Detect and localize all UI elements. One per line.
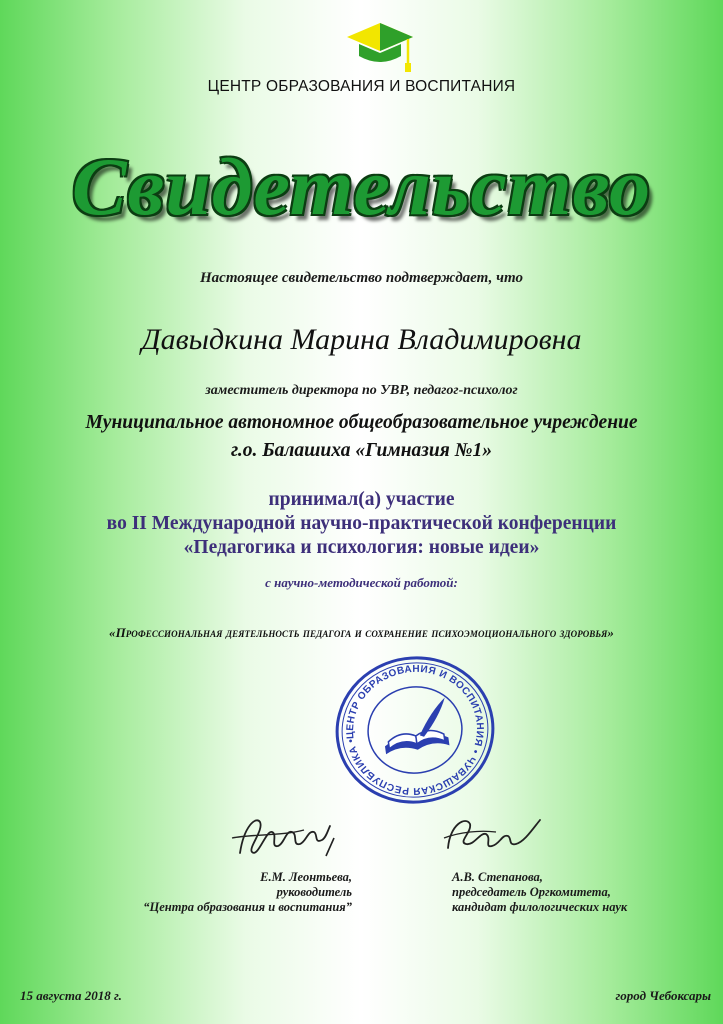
issue-city: город Чебоксары <box>615 988 711 1003</box>
participation-block <box>0 488 723 560</box>
participation-line-3: «Педагогика и психология: новые идеи» <box>183 537 540 558</box>
signature-right <box>440 810 550 862</box>
stamp-text: ЦЕНТР ОБРАЗОВАНИЯ И ВОСПИТАНИЯ • ЧУВАШСКАЯ РЕСПУБЛИКА • <box>344 663 486 797</box>
official-stamp <box>325 650 505 810</box>
signer-left-role: руководитель <box>276 885 352 899</box>
participation-line-1: принимал(а) участие <box>268 489 455 510</box>
signature-left <box>222 808 340 868</box>
person-name: Давыдкина Марина Владимировна <box>141 323 582 356</box>
graduation-cap-icon <box>345 20 415 78</box>
signer-left-name: Е.М. Леонтьева, <box>260 870 352 884</box>
svg-text:ЦЕНТР ОБРАЗОВАНИЯ И ВОСПИТАНИЯ <box>325 650 494 809</box>
institution-line-2: г.о. Балашиха «Гимназия №1» <box>230 440 493 461</box>
org-name: ЦЕНТР ОБРАЗОВАНИЯ И ВОСПИТАНИЯ <box>207 78 516 95</box>
issue-date: 15 августа 2018 г. <box>20 988 122 1003</box>
signer-right-role: председатель Оргкомитета, <box>452 885 611 899</box>
signer-right <box>452 870 712 915</box>
page-title: Свидетельство <box>71 141 652 232</box>
person-position: заместитель директора по УВР, педагог-психолог <box>205 383 518 398</box>
participation-line-2: во II Международной научно-практической конференции <box>106 513 617 534</box>
signer-right-name: А.В. Степанова, <box>452 870 543 884</box>
work-label: с научно-методической работой: <box>265 575 458 590</box>
signer-left-org: “Центра образования и воспитания” <box>143 900 352 914</box>
signer-right-degree: кандидат филологических наук <box>452 900 628 914</box>
signer-left <box>92 870 352 915</box>
work-title: «Профессиональная деятельность педагога и сохранение психоэмоционального здоровья» <box>109 625 614 640</box>
confirm-text: Настоящее свидетельство подтверждает, что <box>200 270 523 286</box>
institution-line-1: Муниципальное автономное общеобразовательное учреждение <box>85 412 638 433</box>
